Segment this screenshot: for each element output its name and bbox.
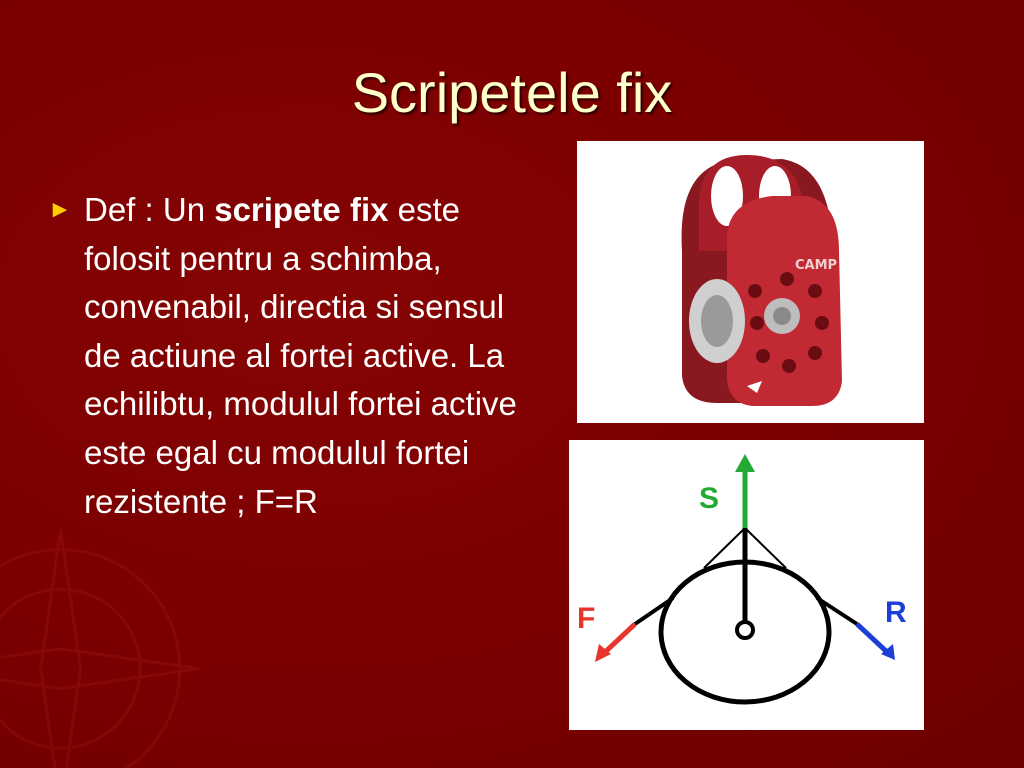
definition-text [84, 186, 518, 526]
definition-body: este folosit pentru a schimba, convenabil, directia si sensul de actiune al fortei active. La echilibtu, modulul fortei active este egal cu modulul fortei rezistente ; F=R [84, 191, 517, 520]
label-r: R [885, 596, 907, 629]
force-arrow-f [603, 624, 635, 654]
pulley-photo-image [577, 141, 924, 423]
definition-lead: Def : Un [84, 191, 206, 228]
force-arrow-r [857, 624, 887, 652]
bullet-arrow-icon: ► [48, 196, 72, 223]
label-s: S [699, 482, 720, 515]
slide-title: Scripetele fix [351, 61, 673, 124]
force-diagram-svg [569, 440, 924, 730]
pulley-force-diagram [569, 440, 924, 730]
pulley-photo [577, 141, 924, 423]
definition-term: scripete fix [214, 191, 389, 228]
definition-bullet [48, 186, 518, 526]
brand-logo: CAMP [795, 258, 838, 273]
label-f: F [577, 602, 596, 635]
pulley-axle [737, 622, 753, 638]
